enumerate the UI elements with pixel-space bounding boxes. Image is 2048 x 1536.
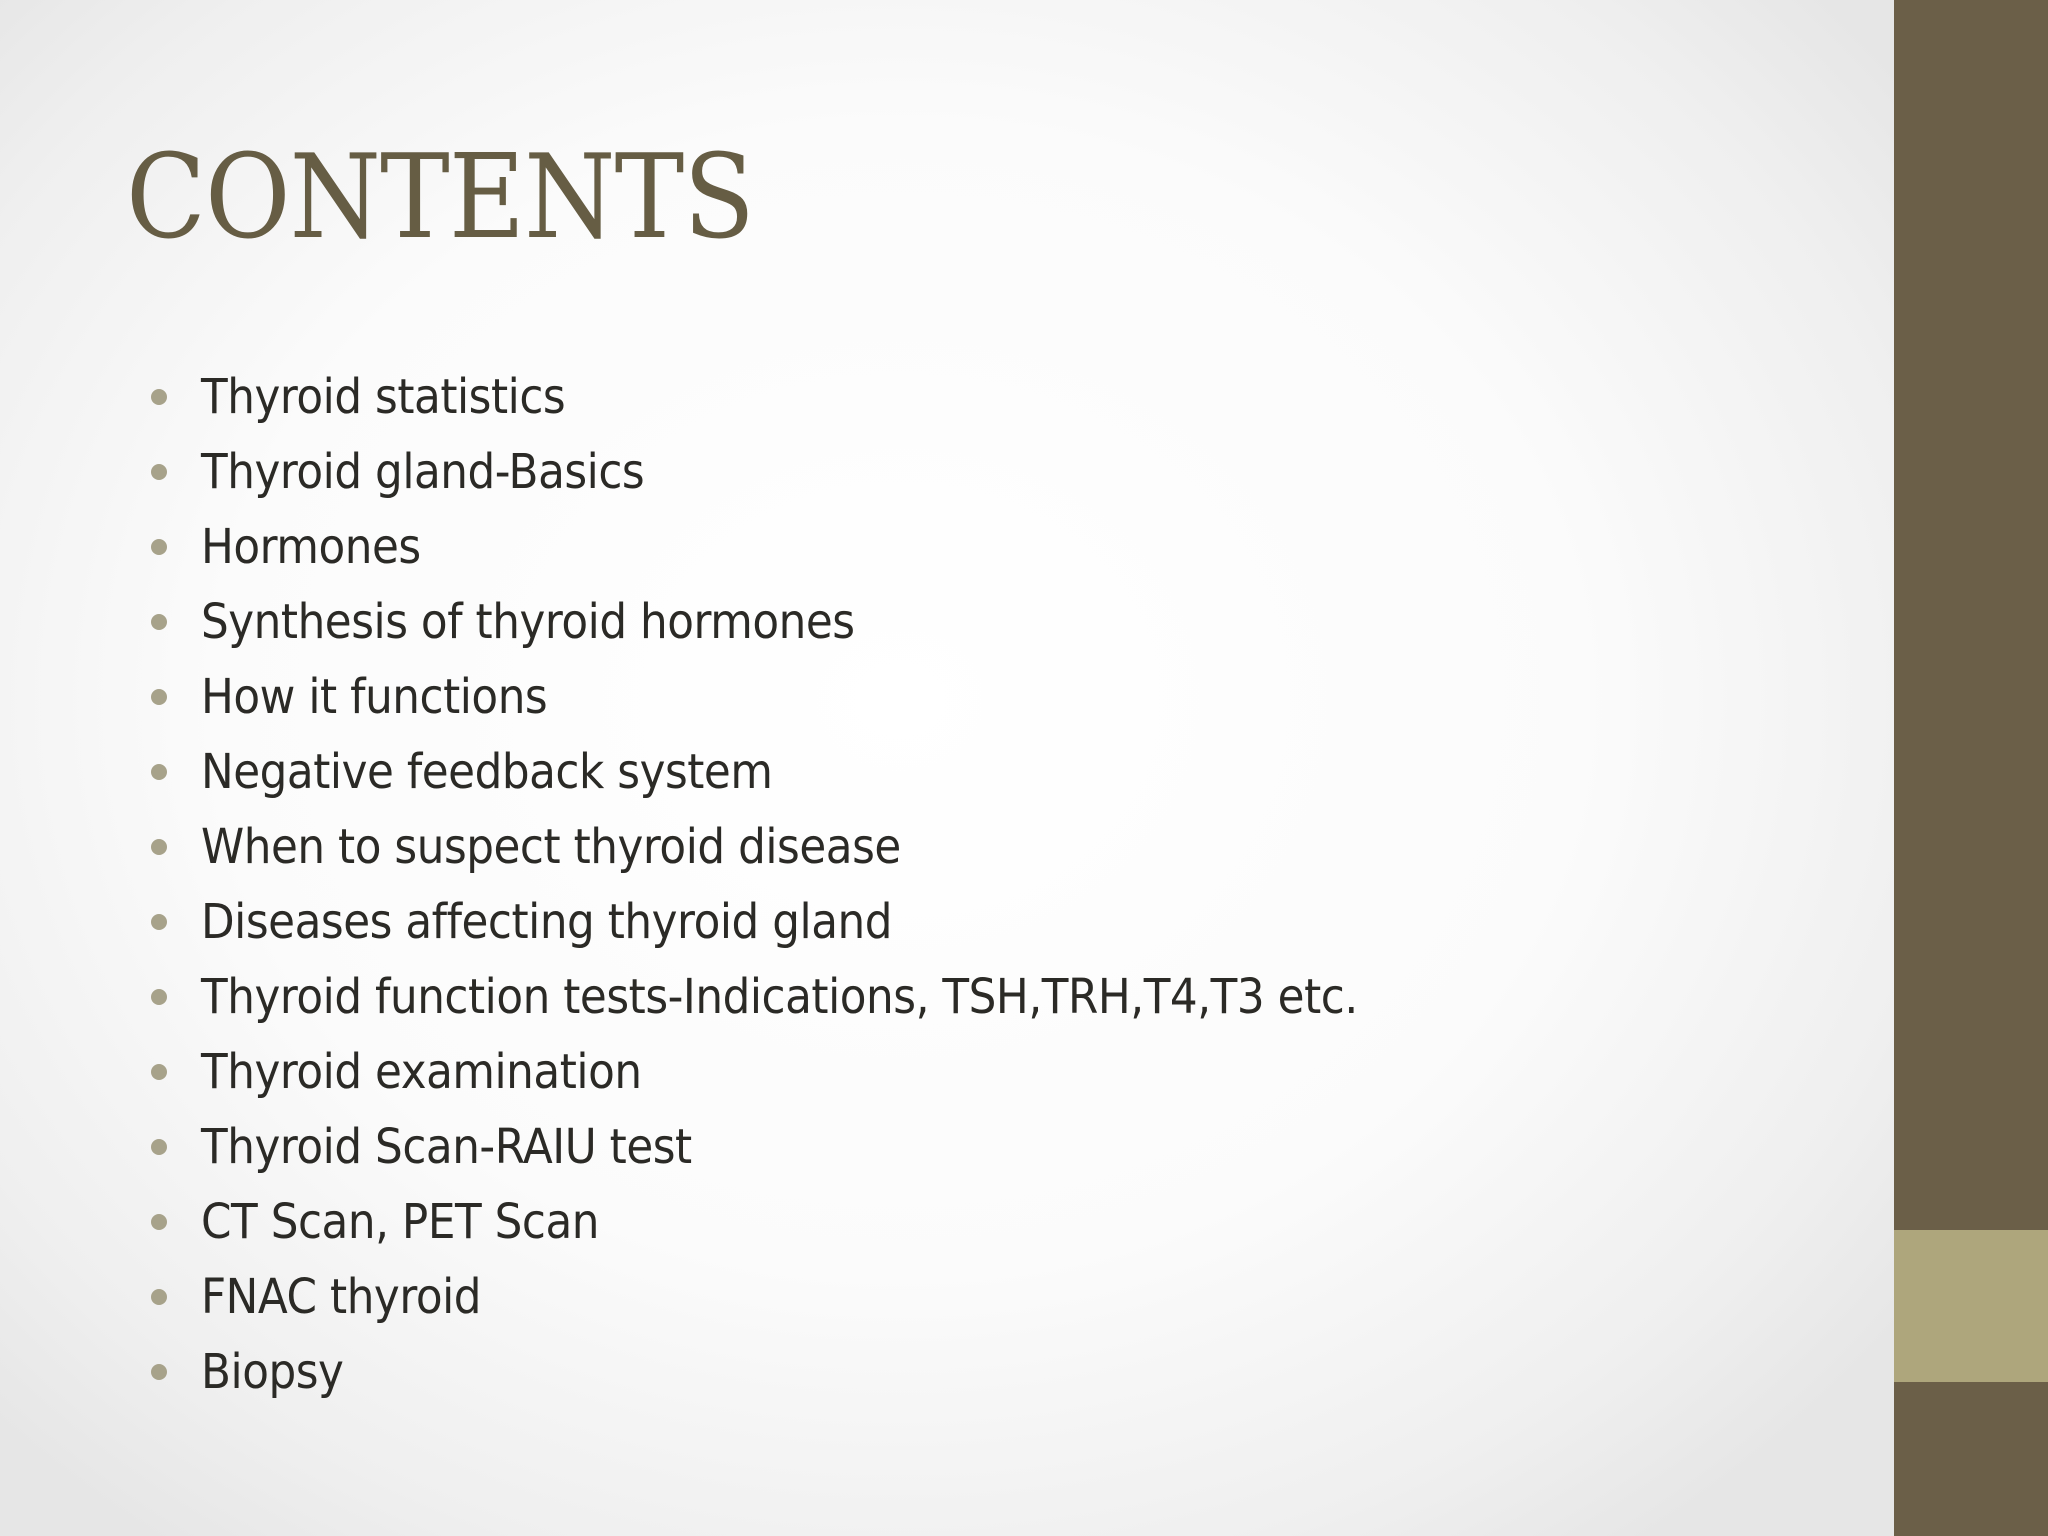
list-item-text: Thyroid examination <box>201 1043 642 1100</box>
bullet-icon <box>151 1214 167 1230</box>
list-item-text: Biopsy <box>201 1343 344 1400</box>
list-item-text: Thyroid statistics <box>201 368 566 425</box>
list-item <box>148 434 1472 509</box>
bullet-icon <box>151 764 167 780</box>
contents-list <box>148 359 1472 1409</box>
list-item-text: Diseases affecting thyroid gland <box>201 893 893 950</box>
slide-title: CONTENTS <box>126 130 754 265</box>
bullet-icon <box>151 689 167 705</box>
list-item-text: When to suspect thyroid disease <box>201 818 901 875</box>
list-item <box>148 809 1472 884</box>
list-item <box>148 884 1472 959</box>
bullet-icon <box>151 389 167 405</box>
list-item-text: FNAC thyroid <box>201 1268 482 1325</box>
list-item-text: Negative feedback system <box>201 743 773 800</box>
list-item <box>148 1109 1472 1184</box>
list-item-text: Hormones <box>201 518 421 575</box>
list-item-text: CT Scan, PET Scan <box>201 1193 599 1250</box>
list-item-text: How it functions <box>201 668 548 725</box>
bullet-icon <box>151 989 167 1005</box>
list-item <box>148 584 1472 659</box>
bullet-icon <box>151 539 167 555</box>
bullet-icon <box>151 1064 167 1080</box>
list-item <box>148 1034 1472 1109</box>
bullet-icon <box>151 839 167 855</box>
bullet-icon <box>151 1289 167 1305</box>
list-item <box>148 734 1472 809</box>
bullet-icon <box>151 1364 167 1380</box>
list-item <box>148 359 1472 434</box>
bullet-icon <box>151 1139 167 1155</box>
list-item-text: Thyroid gland-Basics <box>201 443 645 500</box>
bullet-icon <box>151 464 167 480</box>
list-item <box>148 509 1472 584</box>
list-item <box>148 1334 1472 1409</box>
list-item <box>148 659 1472 734</box>
bullet-icon <box>151 914 167 930</box>
list-item-text: Synthesis of thyroid hormones <box>201 593 855 650</box>
side-accent-decoration <box>1894 1230 2048 1382</box>
list-item-text: Thyroid Scan-RAIU test <box>201 1118 692 1175</box>
list-item <box>148 1184 1472 1259</box>
list-item <box>148 959 1472 1034</box>
bullet-icon <box>151 614 167 630</box>
list-item-text: Thyroid function tests-Indications, TSH,TRH,T4,T3 etc. <box>201 968 1358 1025</box>
list-item <box>148 1259 1472 1334</box>
